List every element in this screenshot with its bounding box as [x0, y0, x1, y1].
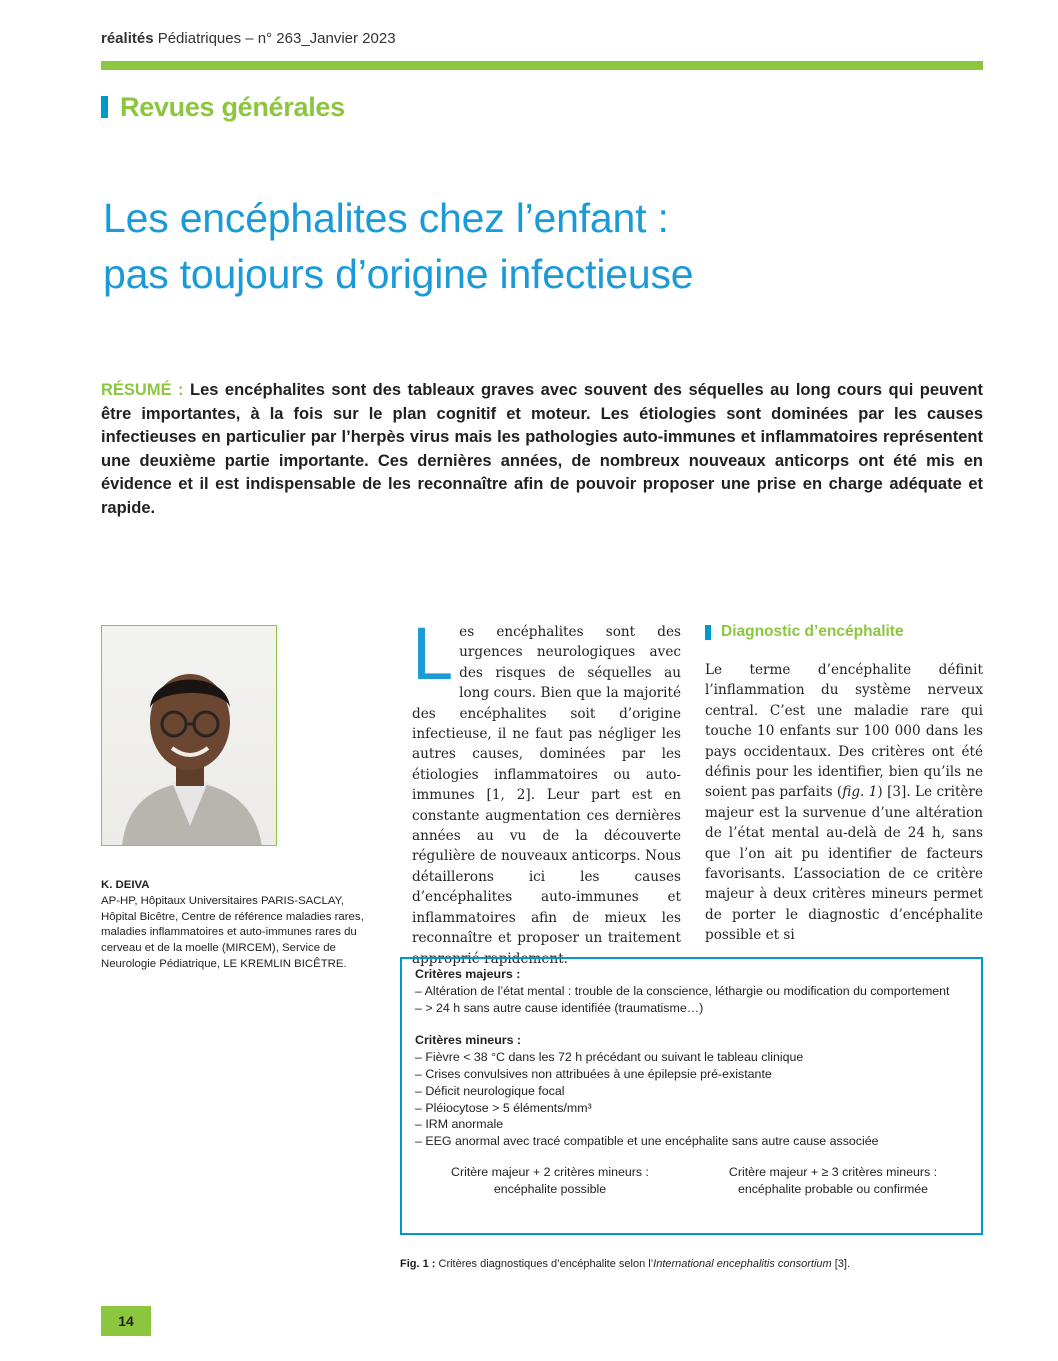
abstract-label: RÉSUMÉ :: [101, 381, 184, 399]
minor-criterion: – Fièvre < 38 °C dans les 72 h précédant ou suivant le tableau clinique: [415, 1050, 804, 1065]
header-rule: [101, 61, 983, 70]
caption-label: Fig. 1 :: [400, 1258, 436, 1270]
caption-text: Critères diagnostiques d’encéphalite selon l’: [435, 1258, 654, 1270]
diagnostic-text-a: Le terme d’encéphalite définit l’inflammation du système nerveux central. C’est une maladie rare qui touche 10 enfants sur 100 000 dans les pays occidentaux. Des critères ont été définis pour les identifier, bien qu’ils ne soient pas parfaits (: [705, 662, 983, 801]
abstract-text: Les encéphalites sont des tableaux graves avec souvent des séquelles au long cours qui peuvent être importantes, à la fois sur le plan cognitif et moteur. Les étiologies sont dominées par les causes infectieuses en particulier par l’herpès virus mais les pathologies auto-immunes et inflammatoires représentent une deuxième partie importante. Ces dernières années, de nombreux nouveaux anticorps ont été mis en évidence et il est indispensable de les reconnaître afin de pouvoir proposer une prise en charge adéquate et rapide.: [101, 381, 984, 517]
title-line-1: Les encéphalites chez l’enfant :: [103, 195, 669, 241]
author-photo: [101, 625, 277, 846]
combination-possible-rule: Critère majeur + 2 critères mineurs :: [451, 1164, 649, 1179]
journal-issue: Pédiatriques – n° 263_Janvier 2023: [153, 30, 396, 47]
section-label: Revues générales: [120, 91, 345, 122]
title-line-2: pas toujours d’origine infectieuse: [103, 251, 694, 297]
intro-paragraph: es encéphalites sont des urgences neurologiques avec des risques de séquelles au long cours. Bien que la majorité des encéphalites soit d’origine infectieuse, il ne faut pas négliger les autres causes, dominées par les étiologies inflammatoires ou auto-immunes [1, 2]. Leur part est en constante augmentation ces dernières années au vu de la découverte régulière de nouveaux anticorps. Nous détaillerons ici les causes d’encéphalites auto-immunes et inflammatoires afin de mieux les reconnaître et proposer un traitement approprié rapidement.: [412, 624, 681, 967]
caption-ref: [3].: [831, 1258, 851, 1270]
criteria-combinations: [415, 1164, 968, 1198]
combination-probable-result: encéphalite probable ou confirmée: [737, 1181, 929, 1196]
subheading-marker: [705, 625, 711, 640]
article-title: [103, 190, 983, 302]
subheading: [705, 622, 904, 642]
figure-caption: [400, 1258, 850, 1270]
major-criterion: – Altération de l’état mental : trouble de la conscience, léthargie ou modification du comportement: [415, 983, 950, 998]
minor-criterion: – Pléiocytose > 5 éléments/mm³: [415, 1100, 592, 1115]
figure-reference: fig. 1: [842, 784, 878, 801]
major-criteria-title: Critères majeurs :: [415, 967, 521, 981]
major-criterion: – > 24 h sans autre cause identifiée (traumatisme…): [415, 1000, 704, 1015]
author-info: [101, 878, 373, 973]
minor-criteria-title: Critères mineurs :: [415, 1033, 522, 1048]
author-affiliation: AP-HP, Hôpitaux Universitaires PARIS-SACLAY, Hôpital Bicêtre, Centre de référence maladies rares, maladies inflammatoires et auto-immunes rares du cerveau et de la moelle (MIRCEM), Service de Neurologie Pédiatrique, LE KREMLIN BICÊTRE.: [101, 894, 364, 970]
caption-italic: International encephalitis consortium: [653, 1258, 832, 1270]
drop-cap: L: [412, 612, 454, 695]
section-tag: [101, 92, 345, 122]
section-marker: [101, 96, 108, 118]
combination-probable: [698, 1164, 968, 1198]
body-column-2: [705, 660, 983, 946]
minor-criterion: – EEG anormal avec tracé compatible et une encéphalite sans autre cause associée: [415, 1134, 879, 1149]
journal-name: réalités: [101, 30, 154, 47]
diagnostic-text-b: ) [3]. Le critère majeur est la survenue d’une altération de l’état mental au-delà de 24 h, sans que l’on ait pu identifier de facteurs favorisants. L’association de ce critère majeur à deux critères mineurs permet de porter le diagnostic d’encéphalite possible et si: [705, 784, 983, 944]
abstract: [101, 379, 983, 521]
combination-possible-result: encéphalite possible: [493, 1181, 607, 1196]
minor-criterion: – IRM anormale: [415, 1117, 504, 1132]
combination-possible: [415, 1164, 685, 1198]
figure-box: [400, 957, 983, 1235]
journal-header: [101, 30, 396, 47]
combination-probable-rule: Critère majeur + ≥ 3 critères mineurs :: [728, 1164, 938, 1179]
minor-criterion: – Déficit neurologique focal: [415, 1083, 565, 1098]
subheading-label: Diagnostic d’encéphalite: [721, 623, 904, 640]
body-column-1: [412, 612, 681, 969]
minor-criterion: – Crises convulsives non attribuées à une épilepsie pré-existante: [415, 1066, 772, 1081]
author-name: K. DEIVA: [101, 879, 150, 891]
page-number: 14: [101, 1306, 151, 1336]
author-portrait-image: [102, 626, 277, 846]
